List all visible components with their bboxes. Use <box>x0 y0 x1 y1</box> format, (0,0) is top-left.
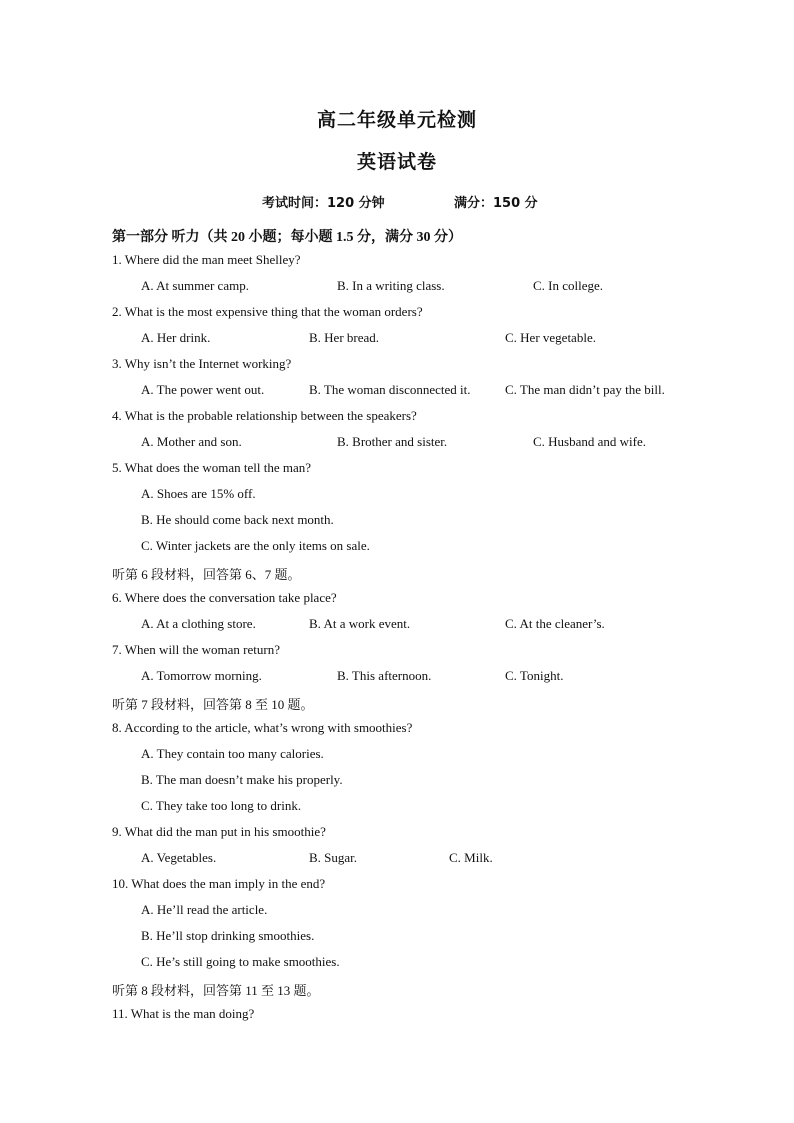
question-10-option-a: A. He’ll read the article. <box>141 902 268 917</box>
question-9-option-a: A. Vegetables. <box>141 850 217 865</box>
question-7-option-c: C. Tonight. <box>505 668 564 683</box>
exam-time: 考试时间：120 分钟 <box>262 196 385 211</box>
question-7-stem: 7. When will the woman return? <box>112 642 280 657</box>
question-8-option-c: C. They take too long to drink. <box>141 798 302 813</box>
question-7-option-a: A. Tomorrow morning. <box>141 668 262 683</box>
question-8-stem: 8. According to the article, what’s wrong with smoothies? <box>112 720 413 735</box>
question-10-option-c: C. He’s still going to make smoothies. <box>141 954 340 969</box>
part1-heading: 第一部分 听力（共 20 小题；每小题 1.5 分，满分 30 分） <box>112 230 462 245</box>
question-7-option-b: B. This afternoon. <box>337 668 432 683</box>
question-6-option-a: A. At a clothing store. <box>141 616 256 631</box>
question-4-option-c: C. Husband and wife. <box>533 434 647 449</box>
question-4-stem: 4. What is the probable relationship between the speakers? <box>112 408 417 423</box>
question-9-stem: 9. What did the man put in his smoothie? <box>112 824 326 839</box>
exam-title: 高二年级单元检测 <box>316 109 477 131</box>
question-10-option-b: B. He’ll stop drinking smoothies. <box>141 928 315 943</box>
question-6-option-c: C. At the cleaner’s. <box>505 616 605 631</box>
question-3-option-b: B. The woman disconnected it. <box>309 382 471 397</box>
question-9-option-c: C. Milk. <box>449 850 493 865</box>
question-3-stem: 3. Why isn’t the Internet working? <box>112 356 292 371</box>
question-2-option-c: C. Her vegetable. <box>505 330 596 345</box>
question-5-stem: 5. What does the woman tell the man? <box>112 460 312 475</box>
question-3-option-a: A. The power went out. <box>141 382 265 397</box>
question-1-option-c: C. In college. <box>533 278 604 293</box>
question-11-stem: 11. What is the man doing? <box>112 1006 255 1021</box>
question-4-option-a: A. Mother and son. <box>141 434 242 449</box>
question-2-stem: 2. What is the most expensive thing that the woman orders? <box>112 304 423 319</box>
question-5-option-c: C. Winter jackets are the only items on sale. <box>141 538 370 553</box>
question-10-stem: 10. What does the man imply in the end? <box>112 876 326 891</box>
question-6-stem: 6. Where does the conversation take place? <box>112 590 337 605</box>
question-1-option-b: B. In a writing class. <box>337 278 445 293</box>
question-5-option-a: A. Shoes are 15% off. <box>141 486 256 501</box>
exam-score: 满分：150 分 <box>454 196 538 211</box>
question-8-option-a: A. They contain too many calories. <box>141 746 324 761</box>
question-4-option-b: B. Brother and sister. <box>337 434 448 449</box>
question-8-option-b: B. The man doesn’t make his properly. <box>141 772 343 787</box>
question-1-option-a: A. At summer camp. <box>141 278 249 293</box>
question-6-option-b: B. At a work event. <box>309 616 411 631</box>
question-2-option-b: B. Her bread. <box>309 330 380 345</box>
exam-subtitle: 英语试卷 <box>356 151 437 173</box>
question-1-stem: 1. Where did the man meet Shelley? <box>112 252 301 267</box>
section-7-instruction: 听第 7 段材料，回答第 8 至 10 题。 <box>112 697 314 712</box>
question-2-option-a: A. Her drink. <box>141 330 211 345</box>
question-5-option-b: B. He should come back next month. <box>141 512 334 527</box>
question-9-option-b: B. Sugar. <box>309 850 358 865</box>
question-3-option-c: C. The man didn’t pay the bill. <box>505 382 665 397</box>
section-6-instruction: 听第 6 段材料，回答第 6、7 题。 <box>112 567 301 582</box>
section-8-instruction: 听第 8 段材料，回答第 11 至 13 题。 <box>112 983 320 998</box>
